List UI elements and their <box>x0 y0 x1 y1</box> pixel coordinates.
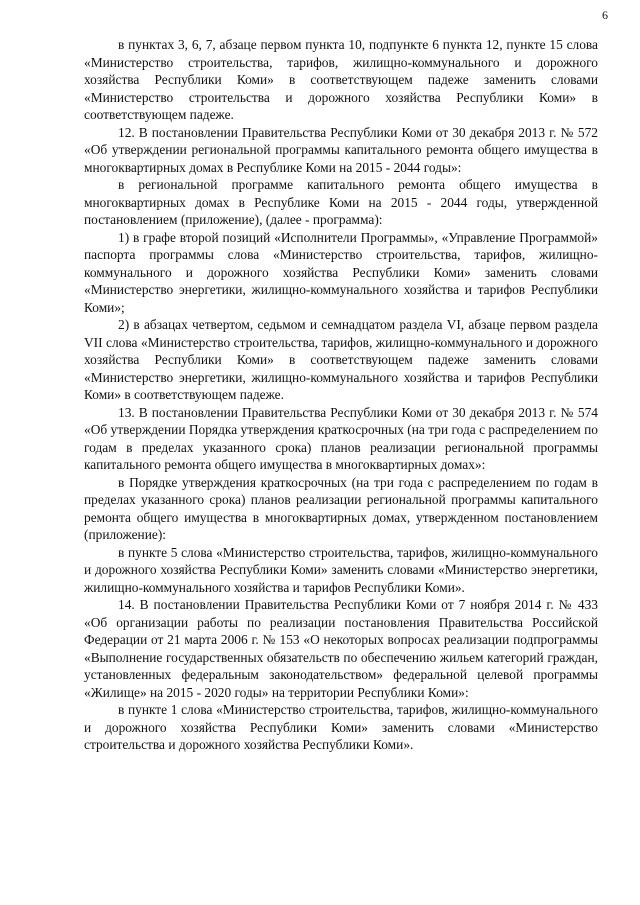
paragraph-item-12: 12. В постановлении Правительства Республики Коми от 30 декабря 2013 г. № 572 «Об утверждении региональной программы капитального ремонта общего имущества в многоквартирных домах в Республике Коми на 2015 - 2044 годы»: <box>84 124 598 175</box>
paragraph-subitem-1: 1) в графе второй позиций «Исполнители Программы», «Управление Программой» паспорта программы слова «Министерство строительства, тарифов, жилищно-коммунального и дорожного хозяйства Республики Коми» заменить словами «Министерство энергетики, жилищно-коммунального хозяйства и тарифов Республики Коми»; <box>84 229 598 315</box>
paragraph-10: в пункте 1 слова «Министерство строительства, тарифов, жилищно-коммунального и дорожного хозяйства Республики Коми» заменить словами «Министерство строительства и дорожного хозяйства Республики Коми». <box>84 702 598 752</box>
page-number: 6 <box>602 8 608 22</box>
paragraph-item-13: 13. В постановлении Правительства Республики Коми от 30 декабря 2013 г. № 574 «Об утверждении Порядка утверждения краткосрочных (на три года с распределением по годам в пределах указанного срока) планов реализации региональной программы капитального ремонта общего имущества в многоквартирных домах»: <box>84 404 598 472</box>
paragraph-1: в пунктах 3, 6, 7, абзаце первом пункта 10, подпункте 6 пункта 12, пункте 15 слова «Министерство строительства, тарифов, жилищно-коммунального и дорожного хозяйства Республики Коми» в соответствующем падеже заменить словами «Министерство строительства и дорожного хозяйства Республики Коми» в соответствующем падеже. <box>84 37 598 122</box>
paragraph-subitem-2: 2) в абзацах четвертом, седьмом и семнадцатом раздела VI, абзаце первом раздела VII слова «Министерство строительства, тарифов, жилищно-коммунального и дорожного хозяйства Республики Коми» в соответствующем падеже заменить словами «Министерство энергетики, жилищно-коммунального хозяйства и тарифов Республики Коми» в соответствующем падеже. <box>84 317 598 402</box>
paragraph-3: в региональной программе капитального ремонта общего имущества в многоквартирных домах в Республике Коми на 2015 - 2044 годы, утвержденной постановлением (приложение), (далее - программа): <box>84 177 598 227</box>
paragraph-item-14: 14. В постановлении Правительства Республики Коми от 7 ноября 2014 г. № 433 «Об организации работы по реализации постановления Правительства Российской Федерации от 21 марта 2006 г. № 153 «О некоторых вопросах реализации подпрограммы «Выполнение государственных обязательств по обеспечению жильем категорий граждан, установленных федеральным законодательством» федеральной целевой программы «Жилище» на 2015 - 2020 годы» на территории Республики Коми»: <box>84 597 598 700</box>
paragraph-8: в пункте 5 слова «Министерство строительства, тарифов, жилищно-коммунального и дорожного хозяйства Республики Коми» заменить словами «Министерство энергетики, жилищно-коммунального хозяйства и тарифов Республики Коми». <box>84 544 598 595</box>
paragraph-7: в Порядке утверждения краткосрочных (на три года с распределением по годам в пределах указанного срока) планов реализации региональной программы капитального ремонта общего имущества в многоквартирных домах, утвержденном постановлением (приложение): <box>84 474 598 542</box>
document-body <box>84 36 598 754</box>
